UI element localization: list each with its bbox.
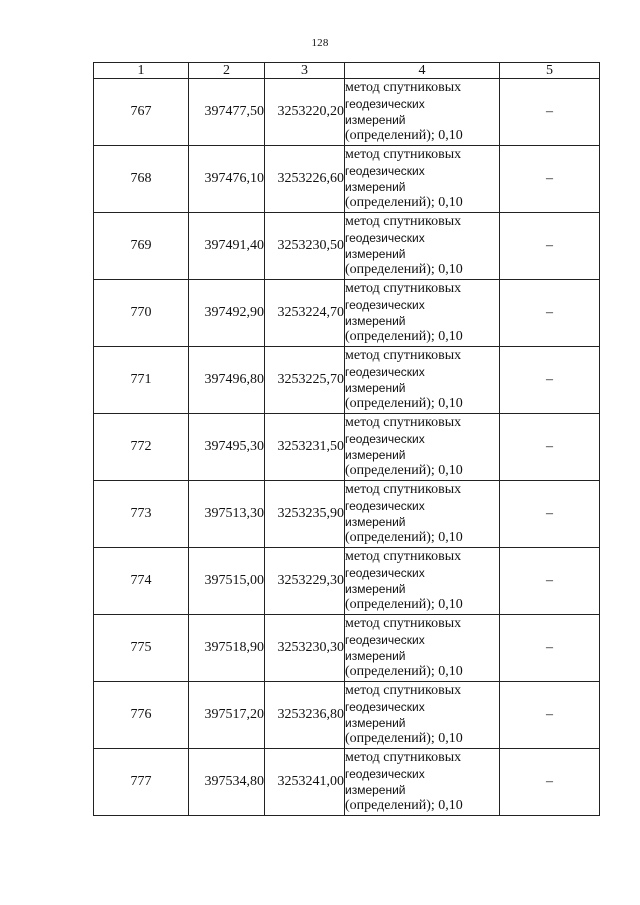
method-text-line: метод спутниковых: [345, 348, 462, 363]
column-5-cell: –: [500, 548, 600, 615]
table-row: [94, 615, 600, 682]
table-row: [94, 548, 600, 615]
table-row: [94, 682, 600, 749]
method-text-line: метод спутниковых: [345, 616, 462, 631]
point-number-cell: 774: [94, 548, 189, 615]
column-5-cell: –: [500, 615, 600, 682]
method-text-line: (определений); 0,10: [345, 731, 463, 746]
column-5-cell: –: [500, 414, 600, 481]
method-text-line: (определений); 0,10: [345, 195, 463, 210]
method-text-line: метод спутниковых: [345, 281, 462, 296]
method-cell: [345, 146, 500, 213]
method-text-line: измерений: [345, 582, 406, 596]
method-text-line: геодезических: [345, 700, 425, 714]
method-text-line: геодезических: [345, 97, 425, 111]
method-text-line: метод спутниковых: [345, 750, 462, 765]
point-number-cell: 777: [94, 749, 189, 816]
method-text-line: метод спутниковых: [345, 549, 462, 564]
column-header-1: 1: [94, 63, 189, 79]
point-number-cell: 769: [94, 213, 189, 280]
table-row: [94, 749, 600, 816]
y-coordinate-cell: 3253230,50: [265, 213, 345, 280]
column-5-cell: –: [500, 682, 600, 749]
coordinates-table: [93, 62, 600, 816]
column-5-cell: –: [500, 280, 600, 347]
x-coordinate-cell: 397534,80: [189, 749, 265, 816]
method-text-line: метод спутниковых: [345, 482, 462, 497]
method-text-line: метод спутниковых: [345, 80, 462, 95]
method-text-line: геодезических: [345, 365, 425, 379]
y-coordinate-cell: 3253236,80: [265, 682, 345, 749]
table-row: [94, 146, 600, 213]
x-coordinate-cell: 397518,90: [189, 615, 265, 682]
method-cell: [345, 548, 500, 615]
method-text-line: измерений: [345, 113, 406, 127]
column-5-cell: –: [500, 347, 600, 414]
point-number-cell: 773: [94, 481, 189, 548]
method-text-line: измерений: [345, 515, 406, 529]
method-text-line: (определений); 0,10: [345, 463, 463, 478]
table-row: [94, 213, 600, 280]
method-text-line: (определений); 0,10: [345, 262, 463, 277]
point-number-cell: 768: [94, 146, 189, 213]
point-number-cell: 772: [94, 414, 189, 481]
y-coordinate-cell: 3253235,90: [265, 481, 345, 548]
method-text-line: (определений); 0,10: [345, 530, 463, 545]
y-coordinate-cell: 3253230,30: [265, 615, 345, 682]
point-number-cell: 771: [94, 347, 189, 414]
method-cell: [345, 347, 500, 414]
x-coordinate-cell: 397513,30: [189, 481, 265, 548]
column-5-cell: –: [500, 213, 600, 280]
method-text-line: измерений: [345, 783, 406, 797]
table-row: [94, 280, 600, 347]
method-text-line: геодезических: [345, 767, 425, 781]
method-cell: [345, 749, 500, 816]
table-row: [94, 481, 600, 548]
method-cell: [345, 615, 500, 682]
y-coordinate-cell: 3253231,50: [265, 414, 345, 481]
method-text-line: метод спутниковых: [345, 415, 462, 430]
method-text-line: геодезических: [345, 231, 425, 245]
y-coordinate-cell: 3253241,00: [265, 749, 345, 816]
method-cell: [345, 213, 500, 280]
table-row: [94, 414, 600, 481]
method-text-line: измерений: [345, 649, 406, 663]
method-text-line: геодезических: [345, 164, 425, 178]
page-number: 128: [311, 37, 329, 49]
table-row: [94, 347, 600, 414]
x-coordinate-cell: 397492,90: [189, 280, 265, 347]
method-text-line: измерений: [345, 381, 406, 395]
method-text-line: измерений: [345, 180, 406, 194]
table-body: [94, 79, 600, 816]
column-header-3: 3: [265, 63, 345, 79]
column-5-cell: –: [500, 79, 600, 146]
point-number-cell: 776: [94, 682, 189, 749]
x-coordinate-cell: 397517,20: [189, 682, 265, 749]
column-5-cell: –: [500, 749, 600, 816]
column-header-2: 2: [189, 63, 265, 79]
method-text-line: (определений); 0,10: [345, 329, 463, 344]
x-coordinate-cell: 397477,50: [189, 79, 265, 146]
method-text-line: измерений: [345, 448, 406, 462]
point-number-cell: 767: [94, 79, 189, 146]
method-text-line: геодезических: [345, 499, 425, 513]
y-coordinate-cell: 3253229,30: [265, 548, 345, 615]
point-number-cell: 775: [94, 615, 189, 682]
column-header-4: 4: [345, 63, 500, 79]
method-cell: [345, 280, 500, 347]
method-text-line: (определений); 0,10: [345, 664, 463, 679]
method-text-line: (определений); 0,10: [345, 798, 463, 813]
method-text-line: геодезических: [345, 432, 425, 446]
point-number-cell: 770: [94, 280, 189, 347]
x-coordinate-cell: 397491,40: [189, 213, 265, 280]
column-header-5: 5: [500, 63, 600, 79]
method-cell: [345, 414, 500, 481]
y-coordinate-cell: 3253225,70: [265, 347, 345, 414]
table-row: [94, 79, 600, 146]
method-text-line: метод спутниковых: [345, 683, 462, 698]
method-text-line: (определений); 0,10: [345, 396, 463, 411]
method-text-line: геодезических: [345, 298, 425, 312]
column-5-cell: –: [500, 146, 600, 213]
x-coordinate-cell: 397515,00: [189, 548, 265, 615]
method-text-line: геодезических: [345, 566, 425, 580]
y-coordinate-cell: 3253224,70: [265, 280, 345, 347]
table-header-row: [94, 63, 600, 79]
x-coordinate-cell: 397476,10: [189, 146, 265, 213]
method-cell: [345, 481, 500, 548]
x-coordinate-cell: 397495,30: [189, 414, 265, 481]
method-text-line: измерений: [345, 247, 406, 261]
column-5-cell: –: [500, 481, 600, 548]
method-cell: [345, 79, 500, 146]
method-text-line: геодезических: [345, 633, 425, 647]
x-coordinate-cell: 397496,80: [189, 347, 265, 414]
y-coordinate-cell: 3253220,20: [265, 79, 345, 146]
method-text-line: (определений); 0,10: [345, 128, 463, 143]
method-text-line: метод спутниковых: [345, 147, 462, 162]
method-text-line: измерений: [345, 716, 406, 730]
method-text-line: метод спутниковых: [345, 214, 462, 229]
method-cell: [345, 682, 500, 749]
method-text-line: (определений); 0,10: [345, 597, 463, 612]
method-text-line: измерений: [345, 314, 406, 328]
y-coordinate-cell: 3253226,60: [265, 146, 345, 213]
